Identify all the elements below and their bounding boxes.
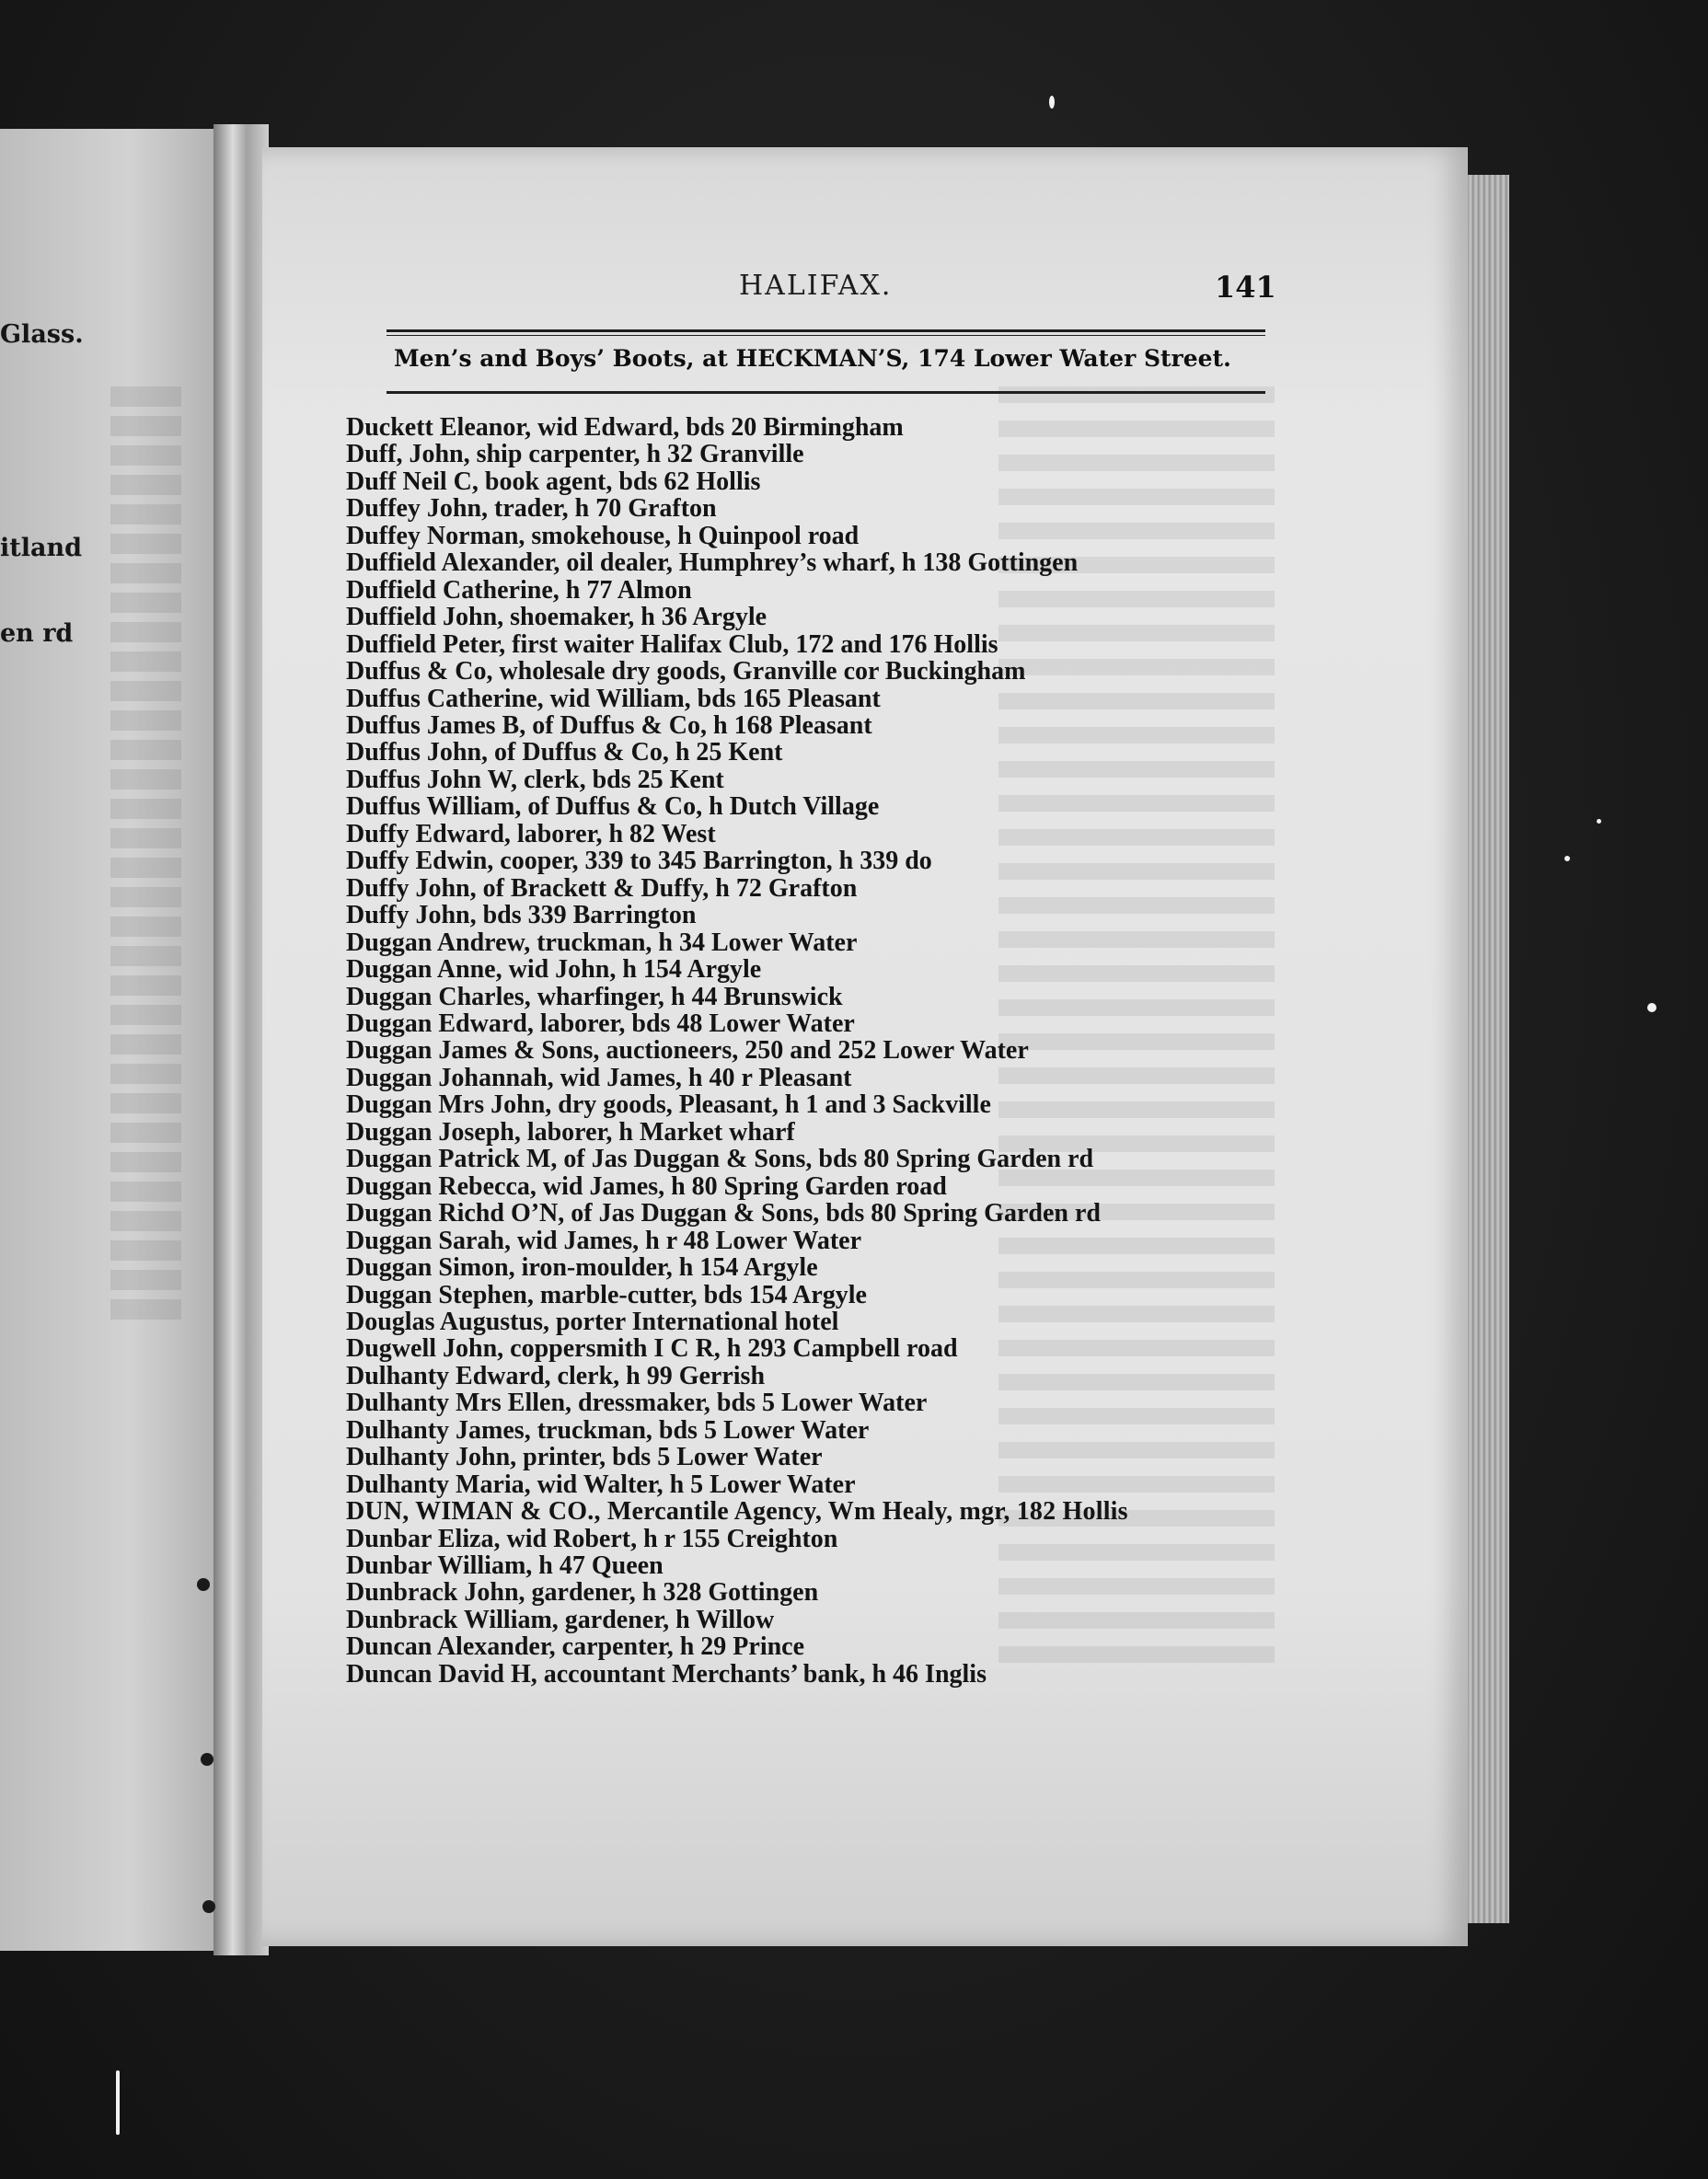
directory-entry: Duggan Rebecca, wid James, h 80 Spring Garden road [346, 1171, 947, 1201]
directory-entry: Duggan Charles, wharfinger, h 44 Brunswick [346, 982, 843, 1011]
directory-entry: Duffield John, shoemaker, h 36 Argyle [346, 603, 767, 632]
directory-entry: Duggan Sarah, wid James, h r 48 Lower Water [346, 1226, 862, 1255]
directory-entry: Duff, John, ship carpenter, h 32 Granville [346, 440, 804, 469]
directory-entry: Dulhanty James, truckman, bds 5 Lower Water [346, 1415, 870, 1445]
left-page-fragment: Glass. [0, 320, 84, 349]
directory-entry: Dunbar William, h 47 Queen [346, 1551, 664, 1581]
binding-stitch [201, 1753, 214, 1766]
directory-entry: Duff Neil C, book agent, bds 62 Hollis [346, 467, 761, 496]
running-head: HALIFAX. [739, 270, 893, 302]
directory-entry: Duggan Patrick M, of Jas Duggan & Sons, bds 80 Spring Garden rd [346, 1145, 1094, 1174]
directory-entry: Dulhanty Edward, clerk, h 99 Gerrish [346, 1361, 766, 1390]
directory-entry: Duffy John, of Brackett & Duffy, h 72 Grafton [346, 873, 858, 903]
directory-entry: Dunbrack John, gardener, h 328 Gottingen [346, 1578, 819, 1608]
directory-entry: Duffus William, of Duffus & Co, h Dutch Village [346, 792, 880, 822]
directory-entry: Duggan Simon, iron-moulder, h 154 Argyle [346, 1253, 818, 1283]
top-rule-thin [387, 335, 1265, 336]
scan-speck [1647, 1003, 1656, 1012]
directory-entry: Duffus John W, clerk, bds 25 Kent [346, 765, 724, 794]
advertisement-banner: Men’s and Boys’ Boots, at HECKMAN’S, 174 Lower Water Street. [394, 345, 1231, 372]
bottom-rule [387, 391, 1265, 394]
left-facing-page [0, 129, 216, 1951]
directory-entry: Dulhanty Maria, wid Walter, h 5 Lower Water [346, 1470, 856, 1499]
directory-entry: Duffus James B, of Duffus & Co, h 168 Pleasant [346, 710, 872, 740]
directory-entry: Dulhanty John, printer, bds 5 Lower Water [346, 1443, 823, 1472]
directory-entry: Duffield Alexander, oil dealer, Humphrey’s wharf, h 138 Gottingen [346, 548, 1079, 578]
directory-entry: Duffield Catherine, h 77 Almon [346, 575, 692, 605]
directory-entry: Duggan James & Sons, auctioneers, 250 and 252 Lower Water [346, 1036, 1029, 1066]
directory-entry: Duffy Edwin, cooper, 339 to 345 Barrington, h 339 do [346, 847, 932, 876]
directory-entry: Duggan Johannah, wid James, h 40 r Pleasant [346, 1063, 852, 1092]
book-binding-gutter [214, 124, 269, 1955]
directory-entry: Duffus Catherine, wid William, bds 165 Pleasant [346, 684, 881, 713]
directory-entry: Duggan Joseph, laborer, h Market wharf [346, 1117, 795, 1147]
binding-stitch [202, 1900, 215, 1913]
directory-entry: Dulhanty Mrs Ellen, dressmaker, bds 5 Lower Water [346, 1389, 928, 1418]
directory-entry: Duffey Norman, smokehouse, h Quinpool road [346, 521, 860, 550]
scan-speck [1597, 819, 1601, 824]
directory-entry: Duggan Stephen, marble-cutter, bds 154 Argyle [346, 1280, 867, 1309]
directory-entry: Duggan Anne, wid John, h 154 Argyle [346, 955, 762, 985]
scan-speck [116, 2070, 120, 2135]
scan-speck [1049, 96, 1055, 109]
top-rule [387, 329, 1265, 332]
directory-entry: Dunbar Eliza, wid Robert, h r 155 Creighton [346, 1524, 838, 1553]
directory-entry: Duffus John, of Duffus & Co, h 25 Kent [346, 738, 783, 767]
directory-entry: Duckett Eleanor, wid Edward, bds 20 Birmingham [346, 413, 904, 442]
left-page-fragment: en rd [0, 619, 74, 648]
binding-stitch [197, 1578, 210, 1591]
directory-entry-firm: DUN, WIMAN & CO., Mercantile Agency, Wm Healy, mgr, 182 Hollis [346, 1497, 1128, 1527]
directory-entry: Duggan Edward, laborer, bds 48 Lower Water [346, 1009, 855, 1038]
directory-entry: Duffy John, bds 339 Barrington [346, 901, 697, 930]
page-number: 141 [1215, 270, 1276, 305]
left-page-fragment: itland [0, 534, 82, 562]
directory-entry: Dunbrack William, gardener, h Willow [346, 1605, 775, 1634]
directory-entry: Duggan Andrew, truckman, h 34 Lower Water [346, 928, 858, 957]
page-edges [1468, 175, 1509, 1923]
directory-entry: Douglas Augustus, porter International hotel [346, 1307, 839, 1336]
directory-entry: Duffey John, trader, h 70 Grafton [346, 494, 717, 524]
directory-entry: Dugwell John, coppersmith I C R, h 293 Campbell road [346, 1334, 958, 1364]
directory-entry: Duncan David H, accountant Merchants’ bank, h 46 Inglis [346, 1659, 987, 1689]
directory-entry: Duggan Mrs John, dry goods, Pleasant, h 1 and 3 Sackville [346, 1090, 991, 1120]
directory-entries [346, 414, 1266, 1688]
directory-entry: Duggan Richd O’N, of Jas Duggan & Sons, bds 80 Spring Garden rd [346, 1199, 1101, 1228]
scan-speck [1564, 856, 1570, 861]
directory-entry: Duffield Peter, first waiter Halifax Club, 172 and 176 Hollis [346, 629, 998, 659]
directory-entry: Duffus & Co, wholesale dry goods, Granville cor Buckingham [346, 657, 1026, 686]
directory-entry: Duffy Edward, laborer, h 82 West [346, 819, 716, 848]
left-page-bleed-through [110, 386, 212, 1329]
directory-entry: Duncan Alexander, carpenter, h 29 Prince [346, 1632, 805, 1662]
